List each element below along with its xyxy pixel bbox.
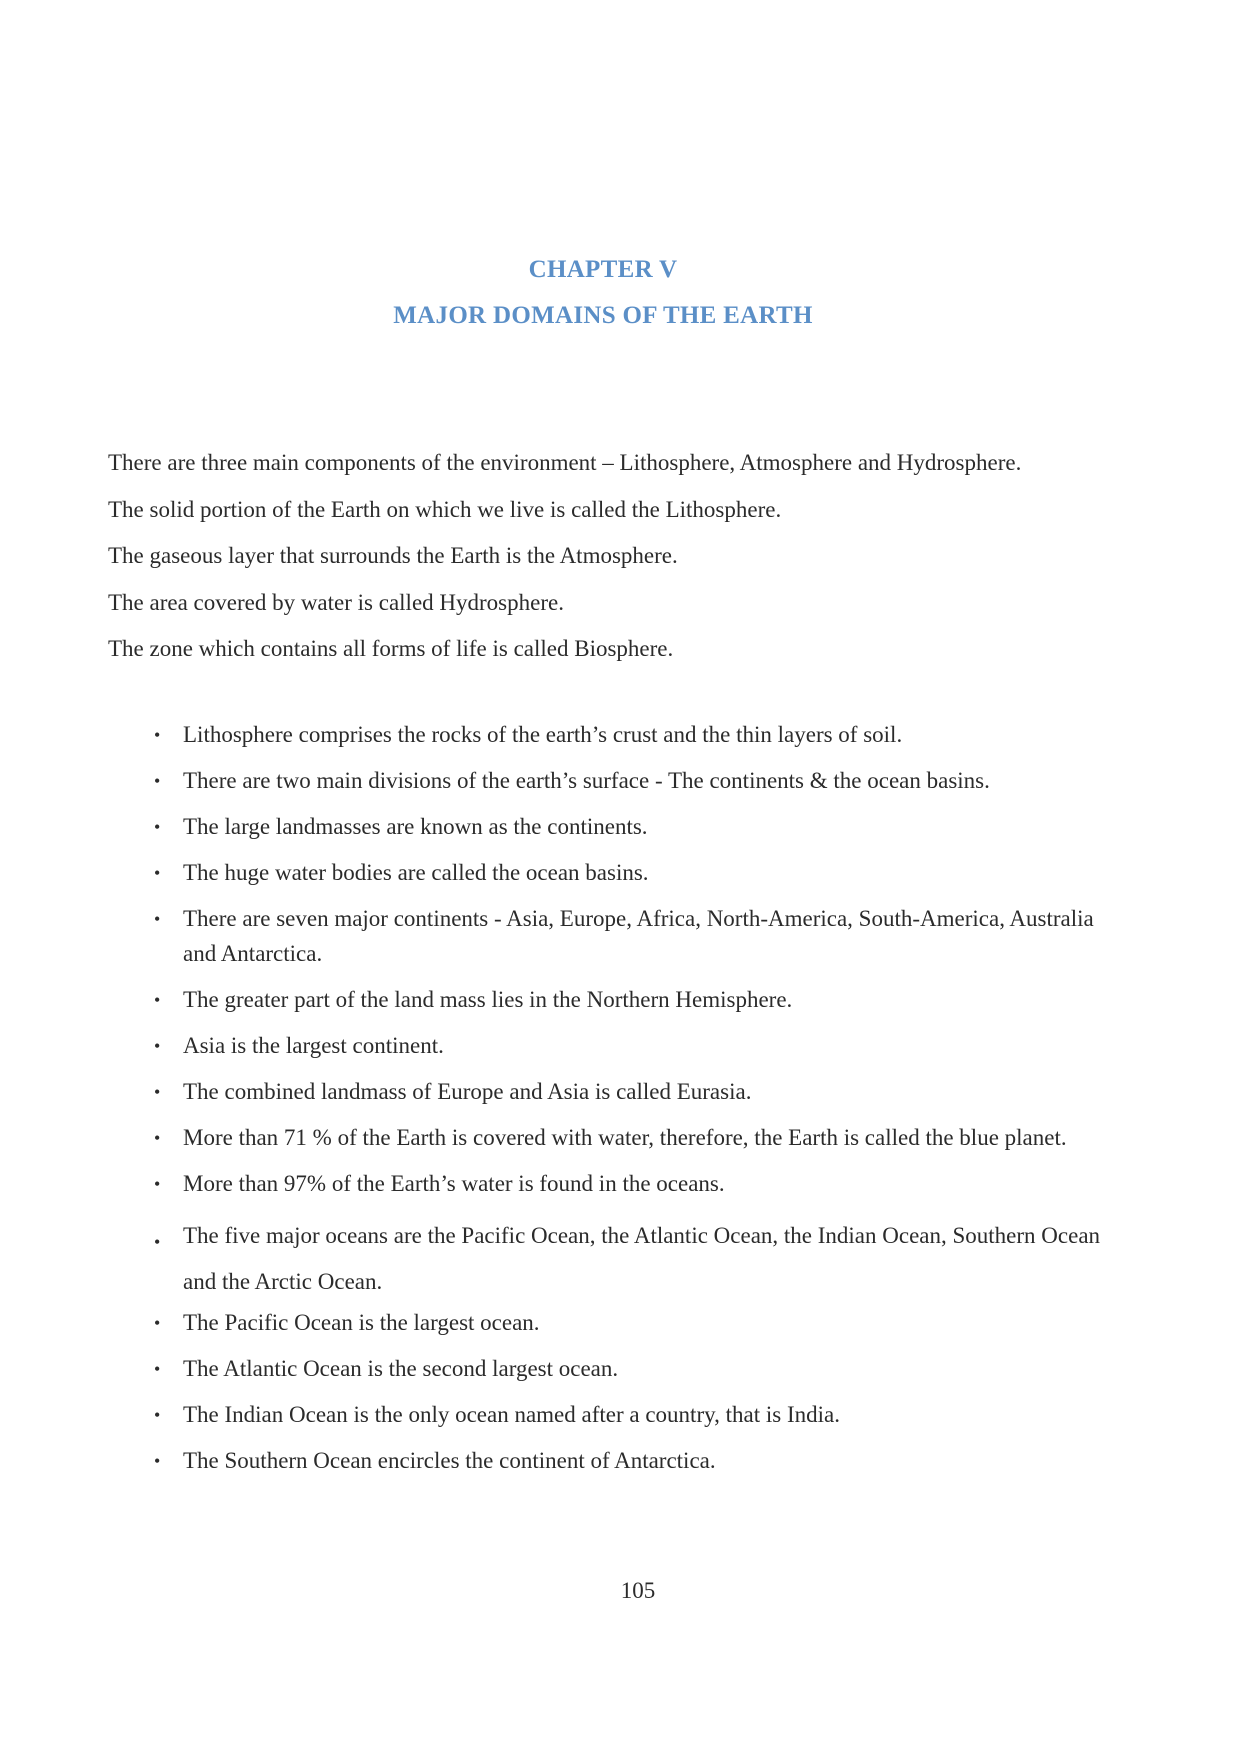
intro-line: The gaseous layer that surrounds the Earth is the Atmosphere.	[108, 543, 678, 568]
list-item: • Lithosphere comprises the rocks of the earth’s crust and the thin layers of soil.	[150, 718, 1110, 753]
bullet-icon: •	[154, 1404, 161, 1425]
bullet-icon: •	[154, 1127, 161, 1148]
fact-list	[150, 718, 1110, 1490]
list-item: • There are two main divisions of the earth’s surface - The continents & the ocean basins.	[150, 764, 1110, 799]
bullet-icon: •	[154, 1035, 161, 1056]
list-item: • The greater part of the land mass lies in the Northern Hemisphere.	[150, 983, 1110, 1018]
bullet-icon: •	[154, 1450, 161, 1471]
list-item: • The Pacific Ocean is the largest ocean.	[150, 1306, 1110, 1341]
bullet-icon: •	[154, 1312, 161, 1333]
list-item: • Asia is the largest continent.	[150, 1029, 1110, 1064]
list-item: • The combined landmass of Europe and Asia is called Eurasia.	[150, 1075, 1110, 1110]
intro-line: The solid portion of the Earth on which we live is called the Lithosphere.	[108, 496, 782, 522]
list-item: • More than 71 % of the Earth is covered with water, therefore, the Earth is called the blue planet.	[150, 1121, 1110, 1156]
bullet-icon: •	[154, 771, 161, 791]
intro-line: The zone which contains all forms of life is called Biosphere.	[108, 636, 674, 661]
list-item: • More than 97% of the Earth’s water is found in the oceans.	[150, 1167, 1110, 1202]
bullet-icon: •	[154, 1358, 161, 1379]
bullet-icon: •	[154, 1173, 161, 1194]
page-number: 105	[620, 1578, 656, 1603]
list-item: • The Southern Ocean encircles the continent of Antarctica.	[150, 1444, 1110, 1479]
bullet-icon: •	[154, 989, 161, 1010]
intro-line: The area covered by water is called Hydrosphere.	[108, 589, 564, 615]
list-item: • The Indian Ocean is the only ocean named after a country, that is India.	[150, 1398, 1110, 1433]
bullet-icon: •	[154, 817, 161, 837]
list-item: • The Atlantic Ocean is the second largest ocean.	[150, 1352, 1110, 1387]
chapter-heading: CHAPTER V	[528, 256, 678, 283]
list-item: • The large landmasses are known as the continents.	[150, 810, 1110, 845]
list-item: • The five major oceans are the Pacific Ocean, the Atlantic Ocean, the Indian Ocean, Southern Ocean and the Arctic Ocean.	[150, 1213, 1110, 1306]
intro-paragraphs	[108, 440, 1148, 673]
bullet-icon: •	[154, 1081, 161, 1102]
bullet-icon: •	[154, 1231, 161, 1252]
chapter-title: MAJOR DOMAINS OF THE EARTH	[393, 302, 813, 329]
bullet-icon: •	[154, 863, 161, 883]
bullet-icon: •	[154, 909, 161, 929]
bullet-icon: •	[154, 725, 161, 745]
intro-line: There are three main components of the environment – Lithosphere, Atmosphere and Hydrosphere.	[108, 450, 1022, 475]
list-item: • There are seven major continents - Asia, Europe, Africa, North-America, South-America, Australia and Antarctica.	[150, 902, 1110, 971]
list-item: • The huge water bodies are called the ocean basins.	[150, 856, 1110, 891]
